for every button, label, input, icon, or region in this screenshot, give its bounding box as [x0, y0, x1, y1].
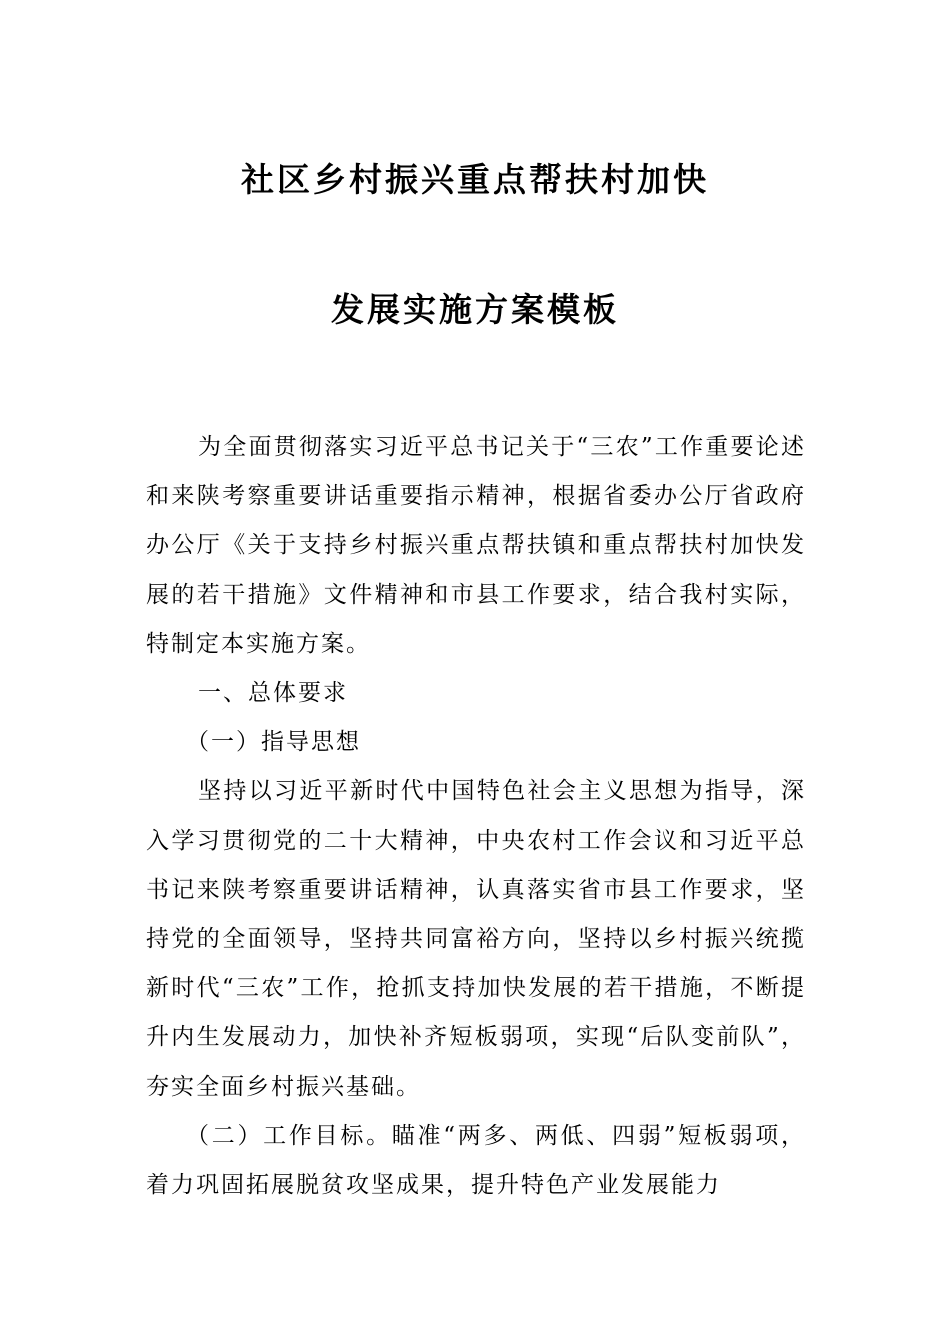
document-title-line-2: 发展实施方案模板	[331, 290, 619, 329]
guiding-ideology-paragraph: 坚持以习近平新时代中国特色社会主义思想为指导，深入学习贯彻党的二十大精神，中央农村工作会议和习近平总书记来陕考察重要讲话精神，认真落实省市县工作要求，坚持党的全面领导，坚持共同富裕方向，坚持以乡村振兴统揽新时代“三农”工作，抢抓支持加快发展的若干措施，不断提升内生发展动力，加快补齐短板弱项，实现“后队变前队”，夯实全面乡村振兴基础。	[146, 778, 806, 1100]
work-goals-paragraph: （二）工作目标。瞄准“两多、两低、四弱”短板弱项，着力巩固拓展脱贫攻坚成果，提升特色产业发展能力	[146, 1122, 806, 1199]
intro-paragraph: 为全面贯彻落实习近平总书记关于“三农”工作重要论述和来陕考察重要讲话重要指示精神，根据省委办公厅省政府办公厅《关于支持乡村振兴重点帮扶镇和重点帮扶村加快发展的若干措施》文件精神和市县工作要求，结合我村实际，特制定本实施方案。	[146, 434, 806, 657]
document-title-line-1: 社区乡村振兴重点帮扶村加快	[241, 160, 709, 199]
subsection-heading-guiding-ideology: （一）指导思想	[186, 729, 361, 756]
section-heading-general-requirements: 一、总体要求	[198, 680, 348, 707]
document-body	[146, 423, 806, 1210]
